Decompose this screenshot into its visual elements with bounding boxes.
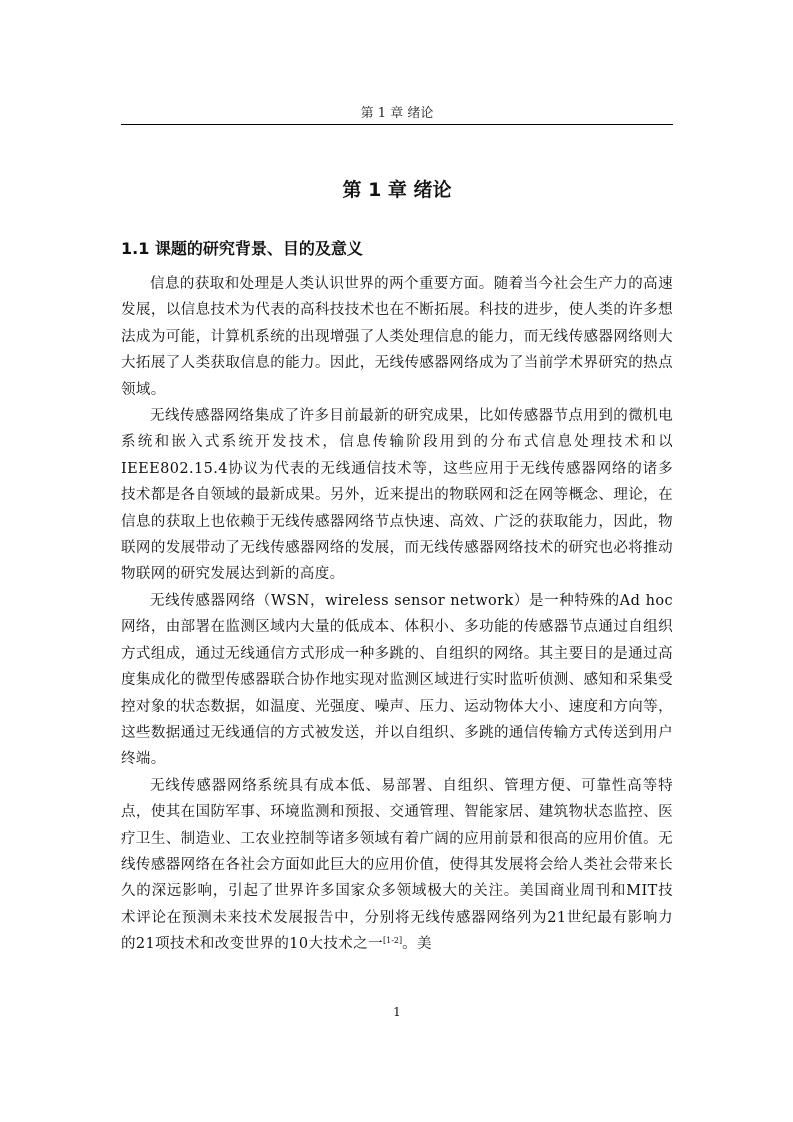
paragraph: 无线传感器网络（WSN，wireless sensor network）是一种特殊的Ad hoc网络，由部署在监测区域内大量的低成本、体积小、多功能的传感器节点通过自组织方式组成，通过无线通信方式形成一种多跳的、自组织的网络。其主要目的是通过高度集成化的微型传感器联合协作地实现对监测区域进行实时监听侦测、感知和采集受控对象的状态数据，如温度、光强度、噪声、压力、运动物体大小、速度和方向等，这些数据通过无线通信的方式被发送，并以自组织、多跳的通信传输方式传送到用户终端。: [121, 592, 673, 768]
citation-marker: [1-2]: [383, 936, 403, 946]
section-title: 1.1 课题的研究背景、目的及意义: [121, 239, 363, 258]
chapter-title: 第 1 章 绪论: [342, 179, 452, 201]
body-text: [121, 271, 673, 958]
page-number: 1: [393, 1005, 401, 1019]
paragraph: [121, 773, 673, 958]
paragraph: 信息的获取和处理是人类认识世界的两个重要方面。随着当今社会生产力的高速发展，以信息技术为代表的高科技技术也在不断拓展。科技的进步，使人类的许多想法成为可能，计算机系统的出现增强了人类处理信息的能力，而无线传感器网络则大大拓展了人类获取信息的能力。因此，无线传感器网络成为了当前学术界研究的热点领域。: [121, 276, 673, 398]
paragraph-tail: 。美: [402, 936, 432, 953]
running-header: 第 1 章 绪论: [360, 106, 434, 121]
paragraph: 无线传感器网络集成了许多目前最新的研究成果，比如传感器节点用到的微机电系统和嵌入式系统开发技术，信息传输阶段用到的分布式信息处理技术和以IEEE802.15.4协议为代表的无线通信技术等，这些应用于无线传感器网络的诸多技术都是各自领域的最新成果。另外，近来提出的物联网和泛在网等概念、理论，在信息的获取上也依赖于无线传感器网络节点快速、高效、广泛的获取能力，因此，物联网的发展带动了无线传感器网络的发展，而无线传感器网络技术的研究也必将推动物联网的研究发展达到新的高度。: [121, 408, 673, 583]
header-rule: [121, 124, 673, 125]
paragraph-text: 无线传感器网络系统具有成本低、易部署、自组织、管理方便、可靠性高等特点，使其在国防军事、环境监测和预报、交通管理、智能家居、建筑物状态监控、医疗卫生、制造业、工农业控制等诸多领域有着广阔的应用前景和很高的应用价值。无线传感器网络在各社会方面如此巨大的应用价值，使得其发展将会给人类社会带来长久的深远影响，引起了世界许多国家众多领域极大的关注。美国商业周刊和MIT技术评论在预测未来技术发展报告中，分别将无线传感器网络列为21世纪最有影响力的21项技术和改变世界的10大技术之一: [121, 777, 673, 953]
